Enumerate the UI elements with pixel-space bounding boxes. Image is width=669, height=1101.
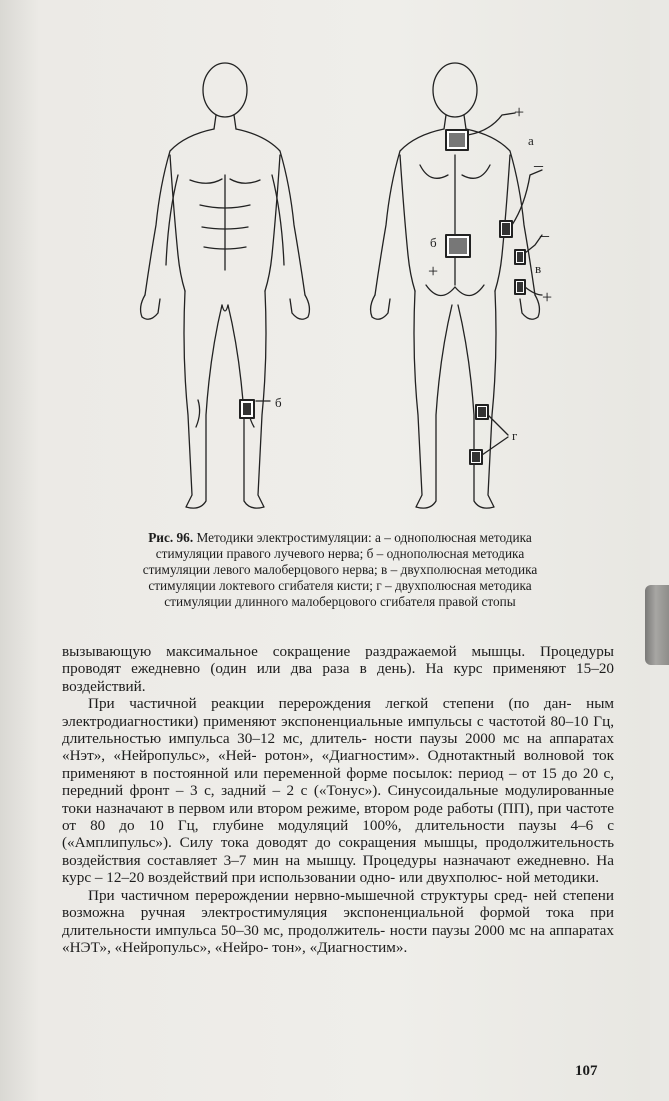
paragraph-2: При частичной реакции перерождения легкой степени (по дан- ным электродиагностики) применяют экспоненциальные импульсы с частотой 80–10 Гц, длительностью импульса 30–12 мс, длитель- ности паузы 2000 мс на аппаратах «Нэт», «Нейропульс», «Ней- ротон», «Диагностим». Однотактный волновой ток применяют в постоянной или переменной форме посылок: период – от 15 до 20 с, передний фронт – 3 с, задний – 2 с («Тонус»). Синусоидальные модулированные токи назначают в первом или втором режиме, втором роде работы (ПП), при частоте от 80 до 10 Гц, глубине модуляций 100%, длительности паузы 4–6 с («Амплипульс»). Силу тока доводят до сокращения мышцы, продолжительность воздействия составляет 3–7 мин на мышцу. Процедуры назначают ежедневно. На курс – 12–20 воздействий при использовании одно- или двухполюс- ной методики. bbox=[62, 695, 615, 887]
caption-line-2: стимуляции правого лучевого нерва; б – однополюсная методика bbox=[155, 546, 525, 561]
caption-line-5: стимуляции длинного малоберцового сгибателя правой стопы bbox=[164, 594, 516, 609]
caption-line-4: стимуляции локтевого сгибателя кисти; г – двухполюсная методика bbox=[148, 578, 532, 593]
body-text bbox=[62, 643, 614, 956]
figure-caption bbox=[80, 530, 600, 610]
caption-line-3: стимуляции левого малоберцового нерва; в – двухполюсная методика bbox=[142, 562, 538, 577]
paragraph-3: При частичном перерождении нервно-мышечной структуры сред- ней степени возможна ручная электростимуляция экспоненциальной формой тока при длительности импульса 50–30 мс, продолжитель- ности паузы 2000 мс на аппаратах «НЭТ», «Нейропульс», «Нейро- тон», «Диагностим». bbox=[62, 886, 614, 956]
label-plus-back: + bbox=[428, 261, 439, 281]
paragraph-1: вызывающую максимальное сокращение раздражаемой мышцы. Процедуры проводят ежедневно (один или два раза в день). На курс применяют 15–20 воздействий. bbox=[62, 643, 615, 695]
book-side-tab bbox=[645, 585, 669, 665]
page-number: 107 bbox=[575, 1063, 598, 1079]
front-body-outline bbox=[141, 63, 310, 508]
label-plus-arm: + bbox=[542, 287, 553, 307]
label-v: в bbox=[535, 261, 542, 276]
label-minus-arm-mid: – bbox=[540, 225, 549, 245]
label-g: г bbox=[512, 428, 518, 443]
figure-number: Рис. 96. bbox=[148, 530, 194, 545]
label-b-back: б bbox=[430, 235, 437, 250]
label-plus-neck: + bbox=[514, 102, 525, 122]
figure-drawing bbox=[130, 55, 580, 525]
label-minus-arm-top: – bbox=[534, 155, 543, 175]
label-a: а bbox=[528, 133, 534, 148]
label-b-front: б bbox=[275, 395, 282, 410]
figure-electrostimulation bbox=[130, 55, 580, 525]
caption-line-1: Рис. 96. Методики электростимуляции: а – однополюсная методика bbox=[148, 530, 532, 545]
